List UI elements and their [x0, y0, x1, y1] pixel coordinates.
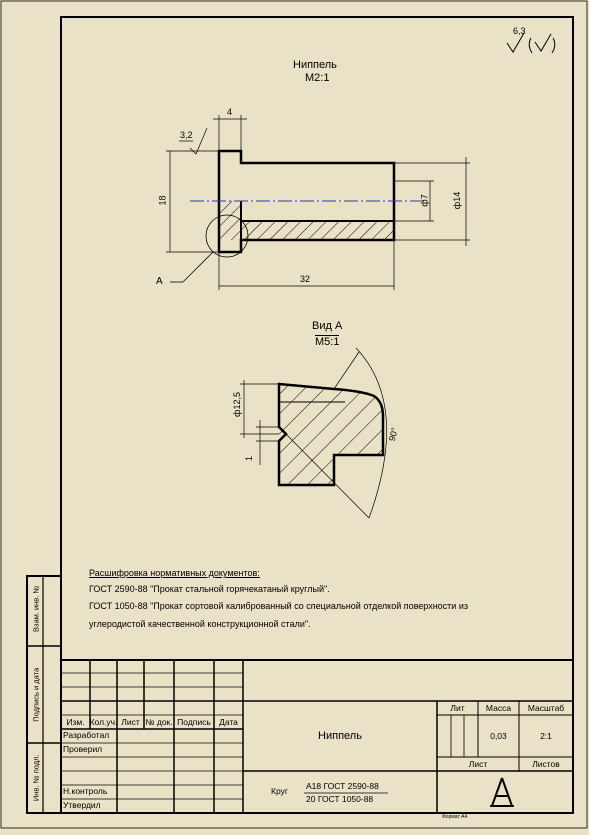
notes-line1: ГОСТ 2590-88 "Прокат стальной горячекатаный круглый". [89, 584, 330, 594]
scale-value: 2:1 [540, 731, 552, 741]
sheets-label: Листов [532, 759, 560, 769]
role-approved: Утвердил [63, 800, 101, 810]
notes-heading: Расшифровка нормативных документов: [89, 568, 260, 578]
view1-title: Ниппель [293, 59, 337, 71]
dim-roughness-3-2: 3,2 [180, 130, 193, 140]
scale-header: Масштаб [527, 703, 565, 713]
col-izm: Изм. [66, 717, 85, 727]
sheet-label: Лист [468, 759, 488, 769]
view1-scale: М2:1 [305, 72, 330, 84]
col-sign: Подпись [177, 717, 211, 727]
role-norm-control: Н.контроль [63, 786, 108, 796]
dim-18: 18 [157, 195, 168, 206]
roughness-symbol [507, 33, 555, 53]
dim-32: 32 [300, 274, 311, 284]
role-checker: Проверил [63, 744, 103, 754]
role-developer: Разработал [63, 730, 110, 740]
side-stamp-sign-date: Подпись и дата [31, 667, 41, 722]
side-stamp-inv: Инв. № подл. [31, 754, 41, 802]
lit-header: Лит [450, 703, 465, 713]
view2-scale: М5:1 [315, 336, 340, 348]
dim-90deg: 90° [386, 426, 400, 443]
notes-line3: углеродистой качественной конструкционной стали". [89, 619, 311, 629]
format-label: Формат А4 [442, 814, 468, 820]
mass-value: 0,03 [490, 731, 507, 741]
title-block-name: Ниппель [318, 730, 362, 742]
part-main-view [170, 151, 425, 282]
dim-1: 1 [244, 455, 255, 462]
dim-4: 4 [227, 107, 233, 117]
col-kol: Кол.уч. [89, 717, 118, 727]
notes-line2: ГОСТ 1050-88 "Прокат сортовой калиброванный со специальной отделкой поверхности из [89, 601, 468, 611]
dim-phi14: ф14 [452, 191, 463, 210]
material-bottom: 20 ГОСТ 1050-88 [306, 794, 374, 804]
side-stamp-replace: Взам. инв. № [31, 585, 41, 632]
detail-view-a [279, 384, 383, 485]
roughness-value: 6,3 [513, 26, 526, 36]
material-top: А18 ГОСТ 2590-88 [306, 781, 379, 791]
mass-header: Масса [485, 703, 512, 713]
col-list: Лист [121, 717, 140, 727]
dim-phi7: ф7 [419, 194, 430, 207]
dim-phi12-5: ф12,5 [231, 392, 242, 417]
col-date: Дата [219, 717, 238, 727]
material-prefix: Круг [271, 786, 288, 796]
col-doc: № док. [145, 717, 173, 727]
compass-logo-icon [490, 778, 514, 806]
view2-title: Вид А [312, 320, 343, 332]
callout-a: А [156, 276, 163, 287]
